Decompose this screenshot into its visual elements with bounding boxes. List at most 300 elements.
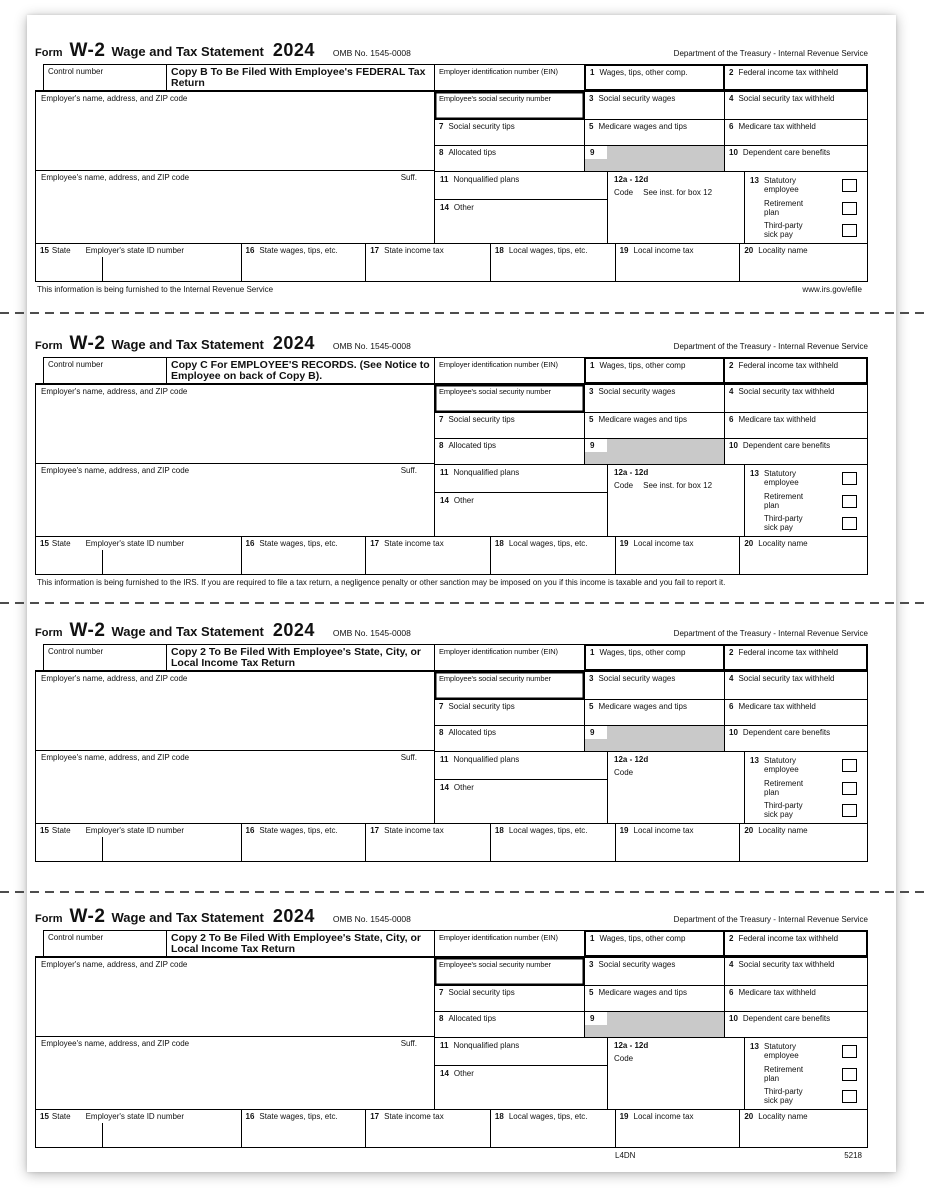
box17-number: 17 (370, 539, 380, 548)
box15-state-label: State (51, 826, 71, 835)
box17-number: 17 (370, 246, 380, 255)
box15-state-label: State (51, 1112, 71, 1121)
box12-code-label: Code (614, 188, 634, 197)
department-treasury-text: Department of the Treasury - Internal Revenue Service (673, 342, 868, 351)
box7-cell (435, 700, 584, 725)
box15-state-label: State (51, 246, 71, 255)
footer-right-text: 5218 (844, 1151, 862, 1160)
form-number: W-2 (69, 620, 106, 641)
box16-number: 16 (245, 826, 255, 835)
form-year: 2024 (272, 333, 315, 353)
footer-print-code: L4DN (615, 1151, 636, 1160)
box9-number: 9 (590, 441, 595, 450)
box17-label: State income tax (384, 539, 444, 548)
box5-cell (584, 413, 724, 438)
box3-label: Social security wages (598, 387, 676, 396)
box10-cell (724, 146, 867, 171)
copy-designation-text: Copy 2 To Be Filed With Employee's State, City, or Local Income Tax Return (171, 932, 421, 955)
form-name: Wage and Tax Statement (111, 624, 264, 639)
control-number-box (43, 357, 167, 384)
box5-cell (584, 700, 724, 725)
box11-number: 11 (440, 1041, 449, 1050)
box15-id-label: Employer's state ID number (85, 539, 185, 548)
box19-label: Local income tax (633, 826, 694, 835)
box19-label: Local income tax (633, 539, 694, 548)
statutory-employee-label: Statutory employee (764, 756, 799, 774)
box9-shaded-cell (584, 439, 724, 464)
box6-label: Medicare tax withheld (738, 988, 816, 997)
statutory-employee-checkbox (842, 179, 857, 192)
form-word: Form (35, 47, 63, 59)
box15-cell (36, 824, 241, 861)
third-party-sick-pay-checkbox (842, 224, 857, 237)
box4-label: Social security tax withheld (738, 387, 835, 396)
box1-number: 1 (590, 648, 595, 657)
box13-cell (744, 1038, 867, 1109)
box19-label: Local income tax (633, 1112, 694, 1121)
box20-cell (739, 1110, 867, 1147)
box6-cell (724, 986, 867, 1011)
ein-label: Employer identification number (EIN) (439, 360, 558, 369)
statutory-employee-label: Statutory employee (764, 176, 799, 194)
box18-cell (490, 244, 615, 281)
box14-cell (435, 492, 607, 536)
box15-state-label: State (51, 539, 71, 548)
box6-label: Medicare tax withheld (738, 122, 816, 131)
box4-number: 4 (729, 94, 734, 103)
box16-label: State wages, tips, etc. (259, 246, 338, 255)
box10-number: 10 (729, 148, 738, 157)
box1-wages-cell (584, 64, 725, 91)
box1-wages-cell (584, 930, 725, 957)
copy-designation-box (166, 930, 435, 957)
box14-number: 14 (440, 1068, 449, 1078)
perforation-line (0, 312, 925, 314)
box7-cell (435, 986, 584, 1011)
box4-cell (724, 92, 867, 119)
ein-label: Employer identification number (EIN) (439, 647, 558, 656)
employer-address-box (36, 958, 434, 1037)
box4-cell (724, 672, 867, 699)
retirement-plan-checkbox (842, 495, 857, 508)
box12-code-label: Code (614, 1054, 634, 1063)
top-row (35, 930, 868, 957)
box11-number: 11 (440, 468, 449, 477)
box17-cell (365, 537, 490, 574)
box11-cell (435, 465, 607, 492)
box18-number: 18 (494, 826, 504, 835)
employer-address-box (36, 672, 434, 751)
omb-number: OMB No. 1545-0008 (332, 341, 411, 351)
box4-label: Social security tax withheld (738, 674, 835, 683)
box11-label: Nonqualified plans (453, 175, 520, 184)
box20-number: 20 (744, 539, 754, 548)
box12-cell (607, 752, 744, 823)
box16-number: 16 (245, 539, 255, 548)
form-title-row (35, 333, 868, 355)
w2-form-copy (27, 333, 896, 589)
box9-number: 9 (590, 1014, 595, 1023)
box14-label: Other (453, 202, 474, 212)
box14-cell (435, 779, 607, 823)
box17-cell (365, 1110, 490, 1147)
box16-number: 16 (245, 246, 255, 255)
third-party-sick-pay-checkbox (842, 804, 857, 817)
box12-code-label: Code (614, 481, 634, 490)
box14-number: 14 (440, 782, 449, 792)
box2-number: 2 (729, 361, 734, 370)
box8-number: 8 (439, 728, 444, 737)
box15-divider (102, 837, 103, 861)
box15-cell (36, 244, 241, 281)
form-title-row (35, 620, 868, 642)
ein-box (434, 357, 585, 384)
employee-address-box (36, 464, 434, 536)
box9-number-tag (585, 439, 607, 452)
box7-label: Social security tips (448, 988, 515, 997)
ssn-label: Employee's social security number (439, 960, 551, 969)
copy-designation-box (166, 64, 435, 91)
box14-number: 14 (440, 495, 449, 505)
statutory-employee-label: Statutory employee (764, 469, 799, 487)
ein-box (434, 930, 585, 957)
employee-address-box (36, 1037, 434, 1109)
box7-cell (435, 120, 584, 145)
box1-number: 1 (590, 361, 595, 370)
box2-label: Federal income tax withheld (738, 934, 839, 943)
control-number-box (43, 64, 167, 91)
form-title-row (35, 40, 868, 62)
w2-form-copy (27, 906, 896, 1162)
box9-shaded-cell (584, 726, 724, 751)
box8-label: Allocated tips (448, 441, 497, 450)
box3-label: Social security wages (598, 674, 676, 683)
ein-box (434, 644, 585, 671)
box11-cell (435, 1038, 607, 1065)
box17-label: State income tax (384, 246, 444, 255)
box14-label: Other (453, 782, 474, 792)
w2-table (35, 644, 868, 862)
box6-number: 6 (729, 122, 734, 131)
statutory-employee-checkbox (842, 1045, 857, 1058)
box2-federal-tax-cell (723, 64, 868, 91)
table-body (35, 670, 868, 862)
box17-cell (365, 824, 490, 861)
copy-designation-text: Copy B To Be Filed With Employee's FEDERAL Tax Return (171, 66, 426, 89)
box15-id-label: Employer's state ID number (85, 246, 185, 255)
employee-address-label: Employee's name, address, and ZIP code (41, 466, 190, 475)
form-name: Wage and Tax Statement (111, 44, 264, 59)
box13-number: 13 (750, 756, 759, 765)
box7-number: 7 (439, 988, 444, 997)
box13-number: 13 (750, 1042, 759, 1051)
box6-cell (724, 700, 867, 725)
box3-number: 3 (589, 94, 594, 103)
box18-label: Local wages, tips, etc. (508, 826, 588, 835)
box20-cell (739, 537, 867, 574)
box2-label: Federal income tax withheld (738, 361, 839, 370)
copy-designation-box (166, 644, 435, 671)
box15-divider (102, 550, 103, 574)
box12-range-label: 12a - 12d (614, 755, 649, 764)
box16-label: State wages, tips, etc. (259, 826, 338, 835)
box8-cell (435, 726, 584, 751)
box13-cell (744, 172, 867, 243)
box1-wages-cell (584, 357, 725, 384)
copy-designation-box (166, 357, 435, 384)
department-treasury-text: Department of the Treasury - Internal Revenue Service (673, 49, 868, 58)
footer-left-text: This information is being furnished to the IRS. If you are required to file a tax return, a negligence penalty or other sanction may be imposed on you if this income is taxable and you fail to report it. (37, 578, 726, 587)
box2-number: 2 (729, 68, 734, 77)
w2-form-copy (27, 40, 896, 296)
box16-number: 16 (245, 1112, 255, 1121)
box7-number: 7 (439, 702, 444, 711)
box20-cell (739, 244, 867, 281)
box6-cell (724, 413, 867, 438)
retirement-plan-label: Retirement plan (764, 492, 804, 510)
box20-label: Locality name (758, 1112, 808, 1121)
box12-range-label: 12a - 12d (614, 1041, 649, 1050)
employee-address-box (36, 751, 434, 823)
box7-number: 7 (439, 122, 444, 131)
box10-label: Dependent care benefits (742, 1014, 831, 1023)
box10-cell (724, 439, 867, 464)
form-name: Wage and Tax Statement (111, 910, 264, 925)
retirement-plan-checkbox (842, 1068, 857, 1081)
box1-label: Wages, tips, other comp (599, 361, 686, 370)
employer-address-box (36, 92, 434, 171)
box5-cell (584, 120, 724, 145)
form-word: Form (35, 627, 63, 639)
employer-address-label: Employer's name, address, and ZIP code (41, 674, 188, 683)
box1-label: Wages, tips, other comp. (599, 68, 688, 77)
box6-number: 6 (729, 702, 734, 711)
box15-id-label: Employer's state ID number (85, 826, 185, 835)
box3-cell (584, 958, 724, 985)
suffix-label: Suff. (400, 1039, 417, 1048)
form-footer (37, 578, 862, 589)
box3-number: 3 (589, 387, 594, 396)
third-party-sick-pay-label: Third-party sick pay (764, 1087, 803, 1105)
omb-number: OMB No. 1545-0008 (332, 628, 411, 638)
third-party-sick-pay-checkbox (842, 517, 857, 530)
third-party-sick-pay-label: Third-party sick pay (764, 514, 803, 532)
box20-label: Locality name (758, 539, 808, 548)
box15-divider (102, 257, 103, 281)
box4-cell (724, 385, 867, 412)
w2-form-copy (27, 620, 896, 876)
box5-label: Medicare wages and tips (598, 988, 687, 997)
box13-number: 13 (750, 469, 759, 478)
table-body (35, 90, 868, 282)
employer-address-label: Employer's name, address, and ZIP code (41, 94, 188, 103)
box6-number: 6 (729, 415, 734, 424)
box5-label: Medicare wages and tips (598, 415, 687, 424)
box18-label: Local wages, tips, etc. (508, 1112, 588, 1121)
box3-label: Social security wages (598, 960, 676, 969)
box8-number: 8 (439, 1014, 444, 1023)
box2-number: 2 (729, 648, 734, 657)
box14-cell (435, 199, 607, 243)
control-number-label: Control number (48, 933, 104, 942)
box20-cell (739, 824, 867, 861)
suffix-label: Suff. (400, 753, 417, 762)
box7-label: Social security tips (448, 122, 515, 131)
box6-label: Medicare tax withheld (738, 415, 816, 424)
box10-cell (724, 726, 867, 751)
box15-number: 15 (40, 539, 49, 548)
control-number-box (43, 644, 167, 671)
box10-number: 10 (729, 1014, 738, 1023)
ssn-label: Employee's social security number (439, 674, 551, 683)
box5-number: 5 (589, 122, 594, 131)
form-word: Form (35, 913, 63, 925)
retirement-plan-checkbox (842, 202, 857, 215)
box12-code-label: Code (614, 768, 634, 777)
perforation-line (0, 602, 925, 604)
box6-number: 6 (729, 988, 734, 997)
control-number-label: Control number (48, 360, 104, 369)
box11-cell (435, 752, 607, 779)
box17-cell (365, 244, 490, 281)
form-year: 2024 (272, 906, 315, 926)
box3-cell (584, 92, 724, 119)
box10-label: Dependent care benefits (742, 728, 831, 737)
box7-number: 7 (439, 415, 444, 424)
box14-number: 14 (440, 202, 449, 212)
box14-label: Other (453, 495, 474, 505)
box18-number: 18 (494, 246, 504, 255)
box13-number: 13 (750, 176, 759, 185)
box19-number: 19 (619, 826, 629, 835)
box6-label: Medicare tax withheld (738, 702, 816, 711)
box15-number: 15 (40, 246, 49, 255)
box18-label: Local wages, tips, etc. (508, 539, 588, 548)
box9-number-tag (585, 1012, 607, 1025)
ein-label: Employer identification number (EIN) (439, 67, 558, 76)
form-number: W-2 (69, 40, 106, 61)
employee-address-label: Employee's name, address, and ZIP code (41, 1039, 190, 1048)
form-number: W-2 (69, 906, 106, 927)
box4-label: Social security tax withheld (738, 960, 835, 969)
box12-range-label: 12a - 12d (614, 468, 649, 477)
box7-cell (435, 413, 584, 438)
box19-cell (615, 824, 740, 861)
box5-label: Medicare wages and tips (598, 702, 687, 711)
box8-cell (435, 439, 584, 464)
control-number-label: Control number (48, 647, 104, 656)
state-local-row (36, 536, 867, 574)
statutory-employee-checkbox (842, 472, 857, 485)
box17-label: State income tax (384, 1112, 444, 1121)
box19-label: Local income tax (633, 246, 694, 255)
box18-cell (490, 824, 615, 861)
w2-table (35, 64, 868, 282)
box2-label: Federal income tax withheld (738, 68, 839, 77)
box19-number: 19 (619, 246, 629, 255)
box10-label: Dependent care benefits (742, 441, 831, 450)
box16-label: State wages, tips, etc. (259, 539, 338, 548)
box20-label: Locality name (758, 246, 808, 255)
box4-number: 4 (729, 674, 734, 683)
box3-number: 3 (589, 960, 594, 969)
form-title-row (35, 906, 868, 928)
box20-number: 20 (744, 1112, 754, 1121)
box16-cell (241, 824, 366, 861)
box4-cell (724, 958, 867, 985)
w2-table (35, 357, 868, 575)
box17-number: 17 (370, 826, 380, 835)
ssn-label: Employee's social security number (439, 94, 551, 103)
box8-number: 8 (439, 441, 444, 450)
copy-designation-text: Copy C For EMPLOYEE'S RECORDS. (See Notice to Employee on back of Copy B). (171, 359, 430, 382)
box14-label: Other (453, 1068, 474, 1078)
form-footer (37, 285, 862, 296)
box10-number: 10 (729, 441, 738, 450)
box8-label: Allocated tips (448, 728, 497, 737)
box12-instruction-note: See inst. for box 12 (643, 481, 713, 490)
employee-address-label: Employee's name, address, and ZIP code (41, 173, 190, 182)
box19-cell (615, 244, 740, 281)
box10-cell (724, 1012, 867, 1037)
box7-label: Social security tips (448, 415, 515, 424)
table-body (35, 383, 868, 575)
copy-designation-text: Copy 2 To Be Filed With Employee's State, City, or Local Income Tax Return (171, 646, 421, 669)
statutory-employee-checkbox (842, 759, 857, 772)
box15-cell (36, 1110, 241, 1147)
box18-cell (490, 1110, 615, 1147)
box13-cell (744, 465, 867, 536)
state-local-row (36, 243, 867, 281)
box9-number-tag (585, 726, 607, 739)
suffix-label: Suff. (400, 466, 417, 475)
box20-number: 20 (744, 246, 754, 255)
box2-federal-tax-cell (723, 357, 868, 384)
ssn-box (435, 385, 584, 412)
employer-address-label: Employer's name, address, and ZIP code (41, 960, 188, 969)
retirement-plan-label: Retirement plan (764, 779, 804, 797)
box5-number: 5 (589, 702, 594, 711)
box15-number: 15 (40, 826, 49, 835)
box2-federal-tax-cell (723, 930, 868, 957)
box12-instruction-note: See inst. for box 12 (643, 188, 713, 197)
box11-label: Nonqualified plans (453, 468, 520, 477)
box18-number: 18 (494, 1112, 504, 1121)
box10-label: Dependent care benefits (742, 148, 831, 157)
ein-box (434, 64, 585, 91)
retirement-plan-label: Retirement plan (764, 199, 804, 217)
box12-range-label: 12a - 12d (614, 175, 649, 184)
box11-cell (435, 172, 607, 199)
form-word: Form (35, 340, 63, 352)
w2-form-sheet (27, 15, 896, 1172)
omb-number: OMB No. 1545-0008 (332, 48, 411, 58)
box2-number: 2 (729, 934, 734, 943)
box11-number: 11 (440, 755, 449, 764)
box12-cell (607, 465, 744, 536)
employer-address-label: Employer's name, address, and ZIP code (41, 387, 188, 396)
omb-number: OMB No. 1545-0008 (332, 914, 411, 924)
box8-number: 8 (439, 148, 444, 157)
top-row (35, 64, 868, 91)
box1-number: 1 (590, 934, 595, 943)
box20-label: Locality name (758, 826, 808, 835)
form-year: 2024 (272, 40, 315, 60)
top-row (35, 644, 868, 671)
department-treasury-text: Department of the Treasury - Internal Revenue Service (673, 629, 868, 638)
table-body (35, 956, 868, 1148)
box19-number: 19 (619, 1112, 629, 1121)
